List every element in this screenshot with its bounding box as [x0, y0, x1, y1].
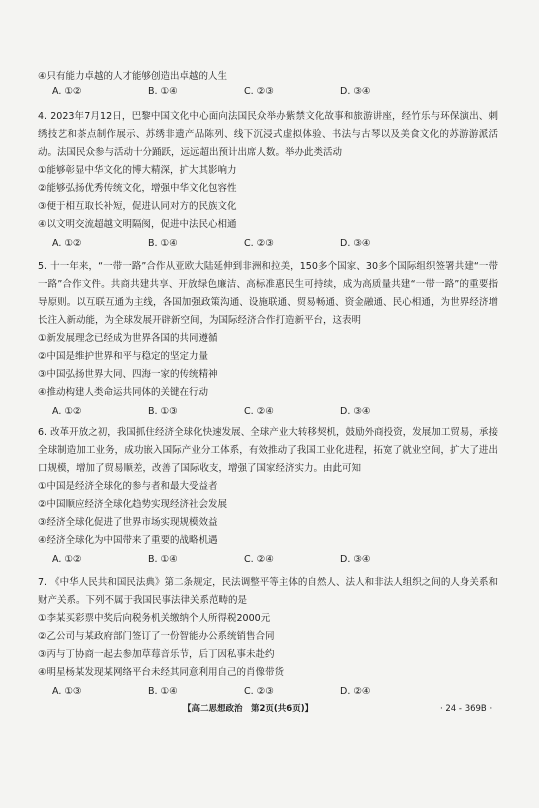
option-3: ③丙与丁协商一起去参加草莓音乐节，后丁因私事未赴约 [38, 649, 275, 660]
choice-c: C. ②③ [244, 86, 274, 97]
choice-c: C. ②③ [244, 238, 274, 249]
option: ④只有能力卓越的人才能够创造出卓越的人生 [38, 71, 228, 82]
answer-choices [52, 551, 498, 569]
option-2: ②中国顺应经济全球化趋势实现经济社会发展 [38, 499, 228, 510]
option-4: ④以文明交流超越文明隔阂，促进中法民心相通 [38, 219, 237, 230]
previous-question-fragment [38, 70, 436, 99]
option-1: ①新发展理念已经成为世界各国的共同遵循 [38, 333, 218, 344]
question-5 [38, 258, 498, 421]
choice-c: C. ②④ [244, 406, 274, 417]
question-stem: 4. 2023年7月12日，巴黎中国文化中心面向法国民众举办紫禁文化故事和旅游讲座，经竹乐与环保演出、刺绣技艺和茶点制作展示、苏绣非遗产品陈列、线下沉浸式虚拟体验、书法与古琴以及美食文化的苏游游派活动。法国民众参与活动十分踊跃，远远超出预计出席人数。举办此类活动 [38, 111, 498, 158]
answer-choices [52, 235, 498, 253]
question-stem: 5. 十一年来，“一带一路”合作从亚欧大陆延伸到非洲和拉美，150多个国家、30多个国际组织签署共建“一带一路”合作文件。共商共建共享、开放绿色廉洁、高标准惠民生可持续，成为高质量共建“一带一路”的重要指导原则。以互联互通为主线，各国加强政策沟通、设施联通、贸易畅通、资金融通、民心相通，为世界经济增长注入新动能，为全球发展开辟新空间，为国际经济合作打造新平台，这表明 [38, 261, 498, 326]
paper-code: · 24 - 369B · [440, 704, 493, 714]
option-1: ①李某买彩票中奖后向税务机关缴纳个人所得税2000元 [38, 613, 271, 624]
choice-b: B. ①③ [148, 406, 178, 417]
question-7 [38, 574, 498, 701]
choice-d: D. ③④ [340, 86, 371, 97]
question-stem: 6. 改革开放之初，我国抓住经济全球化快速发展、全球产业大转移契机，鼓励外商投资，发展加工贸易，承接全球制造加工业务，成功嵌入国际产业分工体系，有效推动了我国工业化进程，拓宽了就业空间，扩大了进出口规模，增加了贸易顺差，改善了国际收支，增强了国家经济实力。由此可知 [38, 427, 498, 474]
option-2: ②乙公司与某政府部门签订了一份智能办公系统销售合同 [38, 631, 275, 642]
choice-a: A. ①② [52, 554, 82, 565]
choice-d: D. ②④ [340, 686, 371, 697]
question-stem: 7. 《中华人民共和国民法典》第二条规定，民法调整平等主体的自然人、法人和非法人组织之间的人身关系和财产关系。下列不属于我国民事法律关系范畴的是 [38, 577, 498, 606]
choice-b: B. ①④ [148, 86, 178, 97]
option-3: ③经济全球化促进了世界市场实现规模效益 [38, 517, 218, 528]
choice-d: D. ③④ [340, 554, 371, 565]
choice-b: B. ①④ [148, 554, 178, 565]
option-4: ④推动构建人类命运共同体的关键在行动 [38, 387, 209, 398]
choice-a: A. ①② [52, 86, 82, 97]
question-4 [38, 108, 498, 253]
choice-d: D. ③④ [340, 406, 371, 417]
answer-choices [52, 683, 498, 701]
option-4: ④明星杨某发现某网络平台未经其同意利用自己的肖像带货 [38, 667, 285, 678]
choice-b: B. ①④ [148, 686, 178, 697]
choice-c: C. ②③ [244, 686, 274, 697]
choice-c: C. ②④ [244, 554, 274, 565]
option-2: ②中国是维护世界和平与稳定的坚定力量 [38, 351, 209, 362]
answer-choices [52, 85, 436, 99]
option-2: ②能够弘扬优秀传统文化，增强中华文化包容性 [38, 183, 237, 194]
option-4: ④经济全球化为中国带来了重要的战略机遇 [38, 535, 218, 546]
choice-a: A. ①② [52, 238, 82, 249]
option-1: ①能够彰显中华文化的博大精深，扩大其影响力 [38, 165, 237, 176]
choice-a: A. ①③ [52, 686, 82, 697]
option-3: ③中国弘扬世界大同、四海一家的传统精神 [38, 369, 218, 380]
choice-b: B. ①④ [148, 238, 178, 249]
page-info: 【高二思想政治 第2页(共6页)】 [183, 704, 314, 714]
choice-a: A. ①② [52, 406, 82, 417]
option-3: ③便于相互取长补短，促进认同对方的民族文化 [38, 201, 237, 212]
choice-d: D. ③④ [340, 238, 371, 249]
answer-choices [52, 403, 498, 421]
question-6 [38, 424, 498, 569]
option-1: ①中国是经济全球化的参与者和最大受益者 [38, 481, 218, 492]
